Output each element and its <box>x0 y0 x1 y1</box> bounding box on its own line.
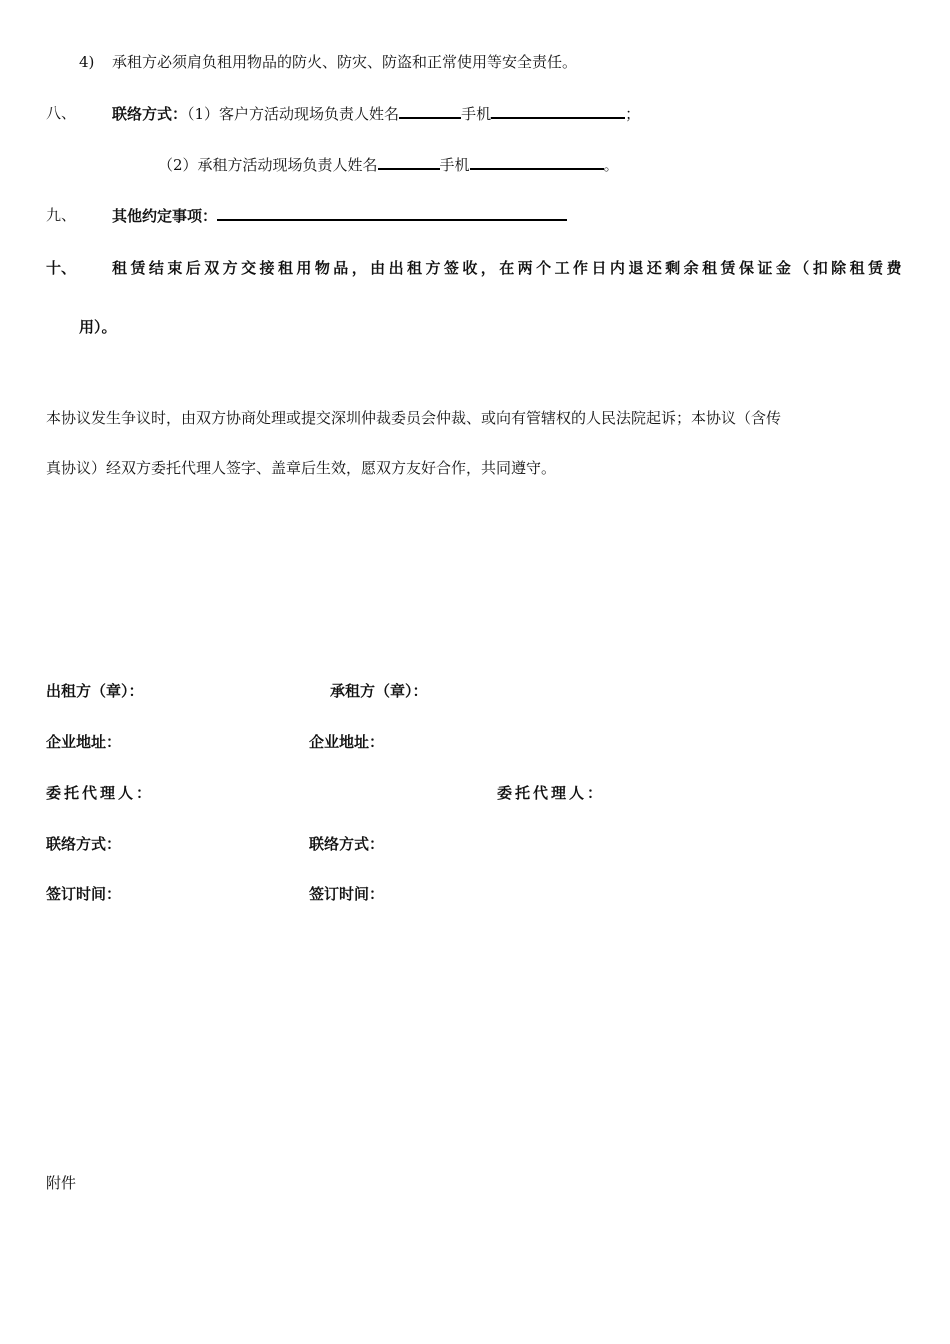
lessee-phone-label: 手机 <box>439 156 470 174</box>
item-4-number: 4) <box>79 53 95 71</box>
client-phone-blank <box>491 103 625 119</box>
line1-end-punct: ； <box>625 105 641 123</box>
dispute-line-1: 本协议发生争议时，由双方协商处理或提交深圳仲裁委员会仲裁、或向有管辖权的人民法院起诉；本协议（含传 <box>46 409 782 427</box>
lessee-address-label: 企业地址： <box>309 733 385 751</box>
lessee-contact-name-label: （2）承租方活动现场负责人姓名 <box>158 156 378 174</box>
lessor-seal-label: 出租方（章）： <box>46 682 144 700</box>
lessee-seal-label: 承租方（章）： <box>330 682 428 700</box>
section-9-number: 九、 <box>46 206 77 224</box>
lessee-phone-blank <box>470 154 604 170</box>
attachment-label: 附件 <box>46 1174 77 1192</box>
section-10-line2: 用）。 <box>79 318 117 336</box>
section-10-line1: 租赁结束后双方交接租用物品，由出租方签收，在两个工作日内退还剩余租赁保证金（扣除租赁费 <box>112 259 902 277</box>
client-contact-name-label: （1）客户方活动现场负责人姓名 <box>187 105 400 123</box>
lessor-date-label: 签订时间： <box>46 885 122 903</box>
section-8-number: 八、 <box>46 104 77 122</box>
section-9-heading: 其他约定事项： <box>112 207 218 225</box>
line2-end-punct: 。 <box>603 156 619 174</box>
section-10-number: 十、 <box>46 259 77 277</box>
lessor-address-label: 企业地址： <box>46 733 122 751</box>
section-8-line1 <box>112 103 640 124</box>
client-phone-label: 手机 <box>461 105 492 123</box>
item-4-text: 承租方必须肩负租用物品的防火、防灾、防盗和正常使用等安全责任。 <box>112 53 578 71</box>
lessor-agent-label: 委托代理人： <box>46 784 155 802</box>
client-contact-name-blank <box>399 103 461 119</box>
lessee-agent-label: 委托代理人： <box>497 784 606 802</box>
section-8-heading: 联络方式： <box>112 105 188 123</box>
other-terms-blank <box>217 205 567 221</box>
lessee-date-label: 签订时间： <box>309 885 385 903</box>
section-9-line <box>112 205 567 226</box>
lessor-contact-label: 联络方式： <box>46 835 122 853</box>
section-8-line2 <box>158 154 619 175</box>
lessee-contact-label: 联络方式： <box>309 835 385 853</box>
dispute-line-2: 真协议）经双方委托代理人签字、盖章后生效，愿双方友好合作，共同遵守。 <box>46 459 557 477</box>
lessee-contact-name-blank <box>378 154 440 170</box>
